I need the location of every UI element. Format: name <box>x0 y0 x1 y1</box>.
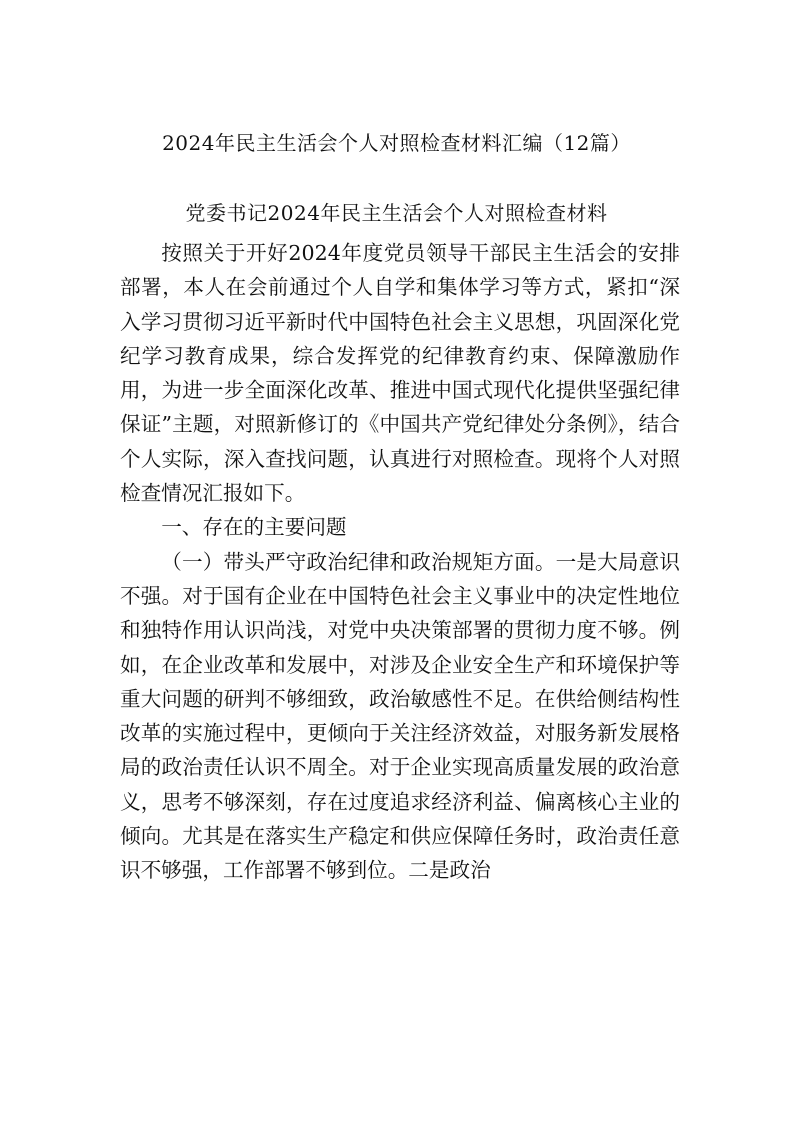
paragraph-intro: 按照关于开好2024年度党员领导干部民主生活会的安排部署，本人在会前通过个人自学和集体学习等方式，紧扣“深入学习贯彻习近平新时代中国特色社会主义思想，巩固深化党纪学习教育成果，综合发挥党的纪律教育约束、保障激励作用，为进一步全面深化改革、推进中国式现代化提供坚强纪律保证”主题，对照新修订的《中国共产党纪律处分条例》，结合个人实际，深入查找问题，认真进行对照检查。现将个人对照检查情况汇报如下。 <box>120 241 680 506</box>
document-body <box>120 236 680 888</box>
document-title: 2024年民主生活会个人对照检查材料汇编（12篇） <box>162 131 631 155</box>
section-heading-1: 一、存在的主要问题 <box>161 515 347 540</box>
paragraph-section-1-1: （一）带头严守政治纪律和政治规矩方面。一是大局意识不强。对于国有企业在中国特色社会主义事业中的决定性地位和独特作用认识尚浅，对党中央决策部署的贯彻力度不够。例如，在企业改革和发展中，对涉及企业安全生产和环境保护等重大问题的研判不够细致，政治敏感性不足。在供给侧结构性改革的实施过程中，更倾向于关注经济效益，对服务新发展格局的政治责任认识不周全。对于企业实现高质量发展的政治意义，思考不够深刻，存在过度追求经济利益、偏离核心主业的倾向。尤其是在落实生产稳定和供应保障任务时，政治责任意识不够强，工作部署不够到位。二是政治 <box>120 549 680 883</box>
document-subtitle: 党委书记2024年民主生活会个人对照检查材料 <box>185 201 608 225</box>
